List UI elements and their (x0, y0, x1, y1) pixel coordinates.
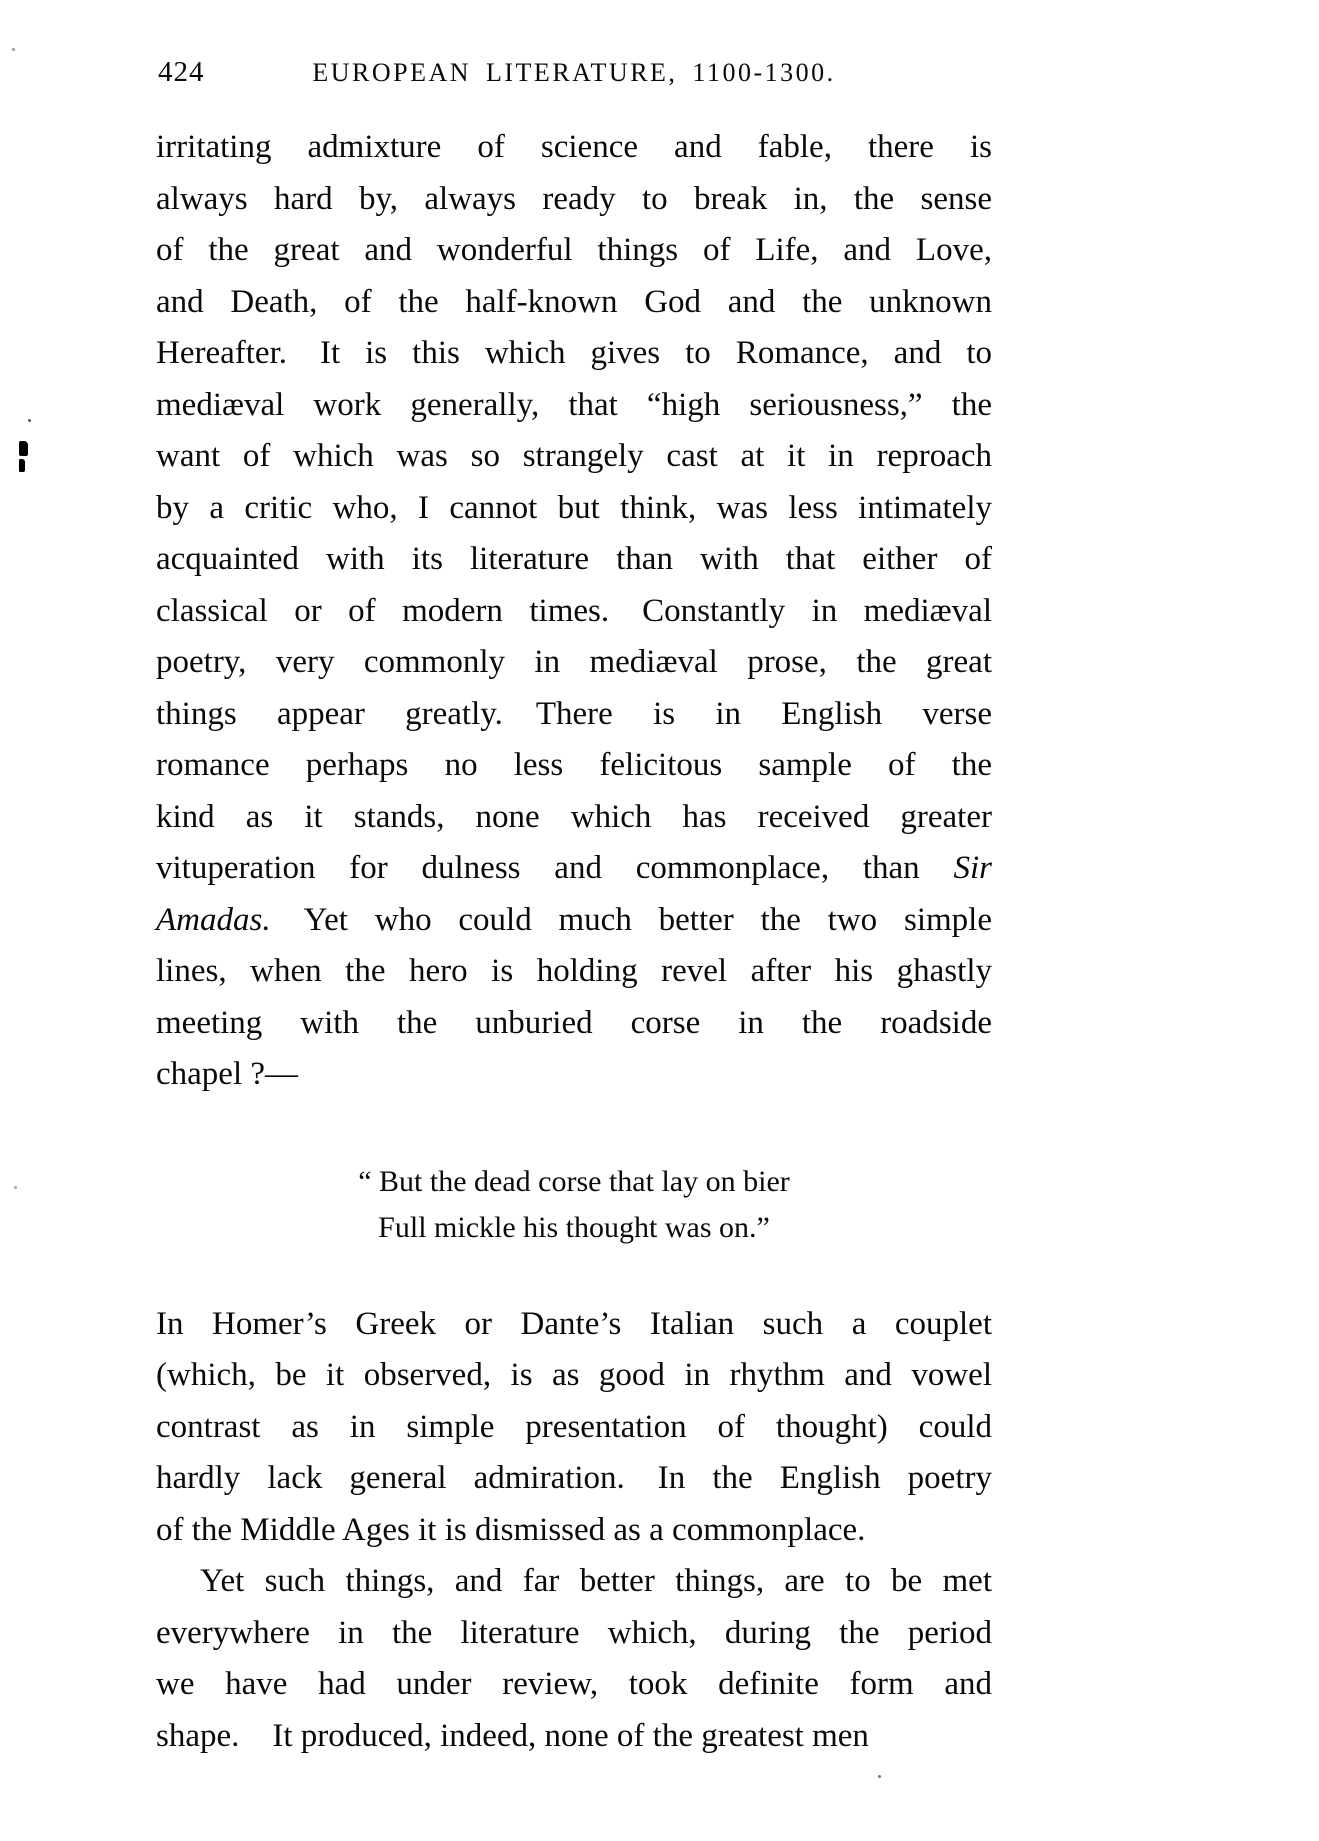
text-line: romance perhaps no less felicitous sample of the (156, 747, 992, 783)
text-line: In Homer’s Greek or Dante’s Italian such a couplet (156, 1305, 992, 1342)
text-line: vituperation for dulness and commonplace, than Sir (156, 850, 992, 886)
text-line: Amadas. Yet who could much better the two simple (156, 901, 992, 938)
text-line: poetry, very commonly in mediæval prose, the great (156, 644, 992, 680)
running-head-row (156, 54, 992, 94)
text-line: irritating admixture of science and fable, there is (156, 129, 992, 165)
scan-speck (28, 419, 31, 422)
page-body (156, 122, 992, 1762)
text-line: hardly lack general admiration. In the English poetry (156, 1460, 992, 1496)
text-line: (which, be it observed, is as good in rhythm and vowel (156, 1357, 992, 1393)
text-line: lines, when the hero is holding revel after his ghastly (156, 953, 992, 989)
text-line: and Death, of the half-known God and the unknown (156, 283, 992, 320)
ink-blot-artifact (19, 459, 25, 472)
text-line: chapel ?— (156, 1056, 299, 1092)
ink-blot-artifact (19, 441, 28, 456)
paragraph-1 (156, 122, 992, 1101)
text-line: Full mickle his thought was on.” (378, 1210, 770, 1244)
text-line: always hard by, always ready to break in, the sense (156, 180, 992, 217)
text-line: meeting with the unburied corse in the roadside (156, 1004, 992, 1041)
text-line: everywhere in the literature which, during the period (156, 1614, 992, 1651)
scan-speck (878, 1775, 881, 1778)
text-line: shape. It produced, indeed, none of the greatest men (156, 1717, 869, 1754)
scan-speck (14, 1186, 17, 1189)
text-line: acquainted with its literature than with that either of (156, 541, 992, 577)
text-line: of the great and wonderful things of Life, and Love, (156, 232, 992, 268)
text-line: Yet such things, and far better things, are to be met (200, 1563, 992, 1599)
verse-quote (156, 1159, 992, 1251)
text-line: kind as it stands, none which has received greater (156, 798, 992, 835)
text-line: things appear greatly. There is in English verse (156, 695, 992, 732)
running-header: EUROPEAN LITERATURE, 1100-1300. (312, 58, 836, 87)
text-line: mediæval work generally, that “high seriousness,” the (156, 386, 992, 423)
text-line: “ But the dead corse that lay on bier (358, 1164, 790, 1198)
text-line: contrast as in simple presentation of thought) could (156, 1408, 992, 1445)
text-line: want of which was so strangely cast at it in reproach (156, 438, 992, 474)
text-line: of the Middle Ages it is dismissed as a commonplace. (156, 1511, 866, 1548)
text-line: Hereafter. It is this which gives to Romance, and to (156, 335, 992, 371)
paragraph-3 (156, 1556, 992, 1762)
text-line: by a critic who, I cannot but think, was less intimately (156, 489, 992, 526)
page-number: 424 (158, 56, 205, 88)
text-line: classical or of modern times. Constantly in mediæval (156, 592, 992, 629)
text-line: we have had under review, took definite form and (156, 1666, 992, 1702)
paragraph-2 (156, 1299, 992, 1557)
scan-speck (12, 48, 15, 51)
